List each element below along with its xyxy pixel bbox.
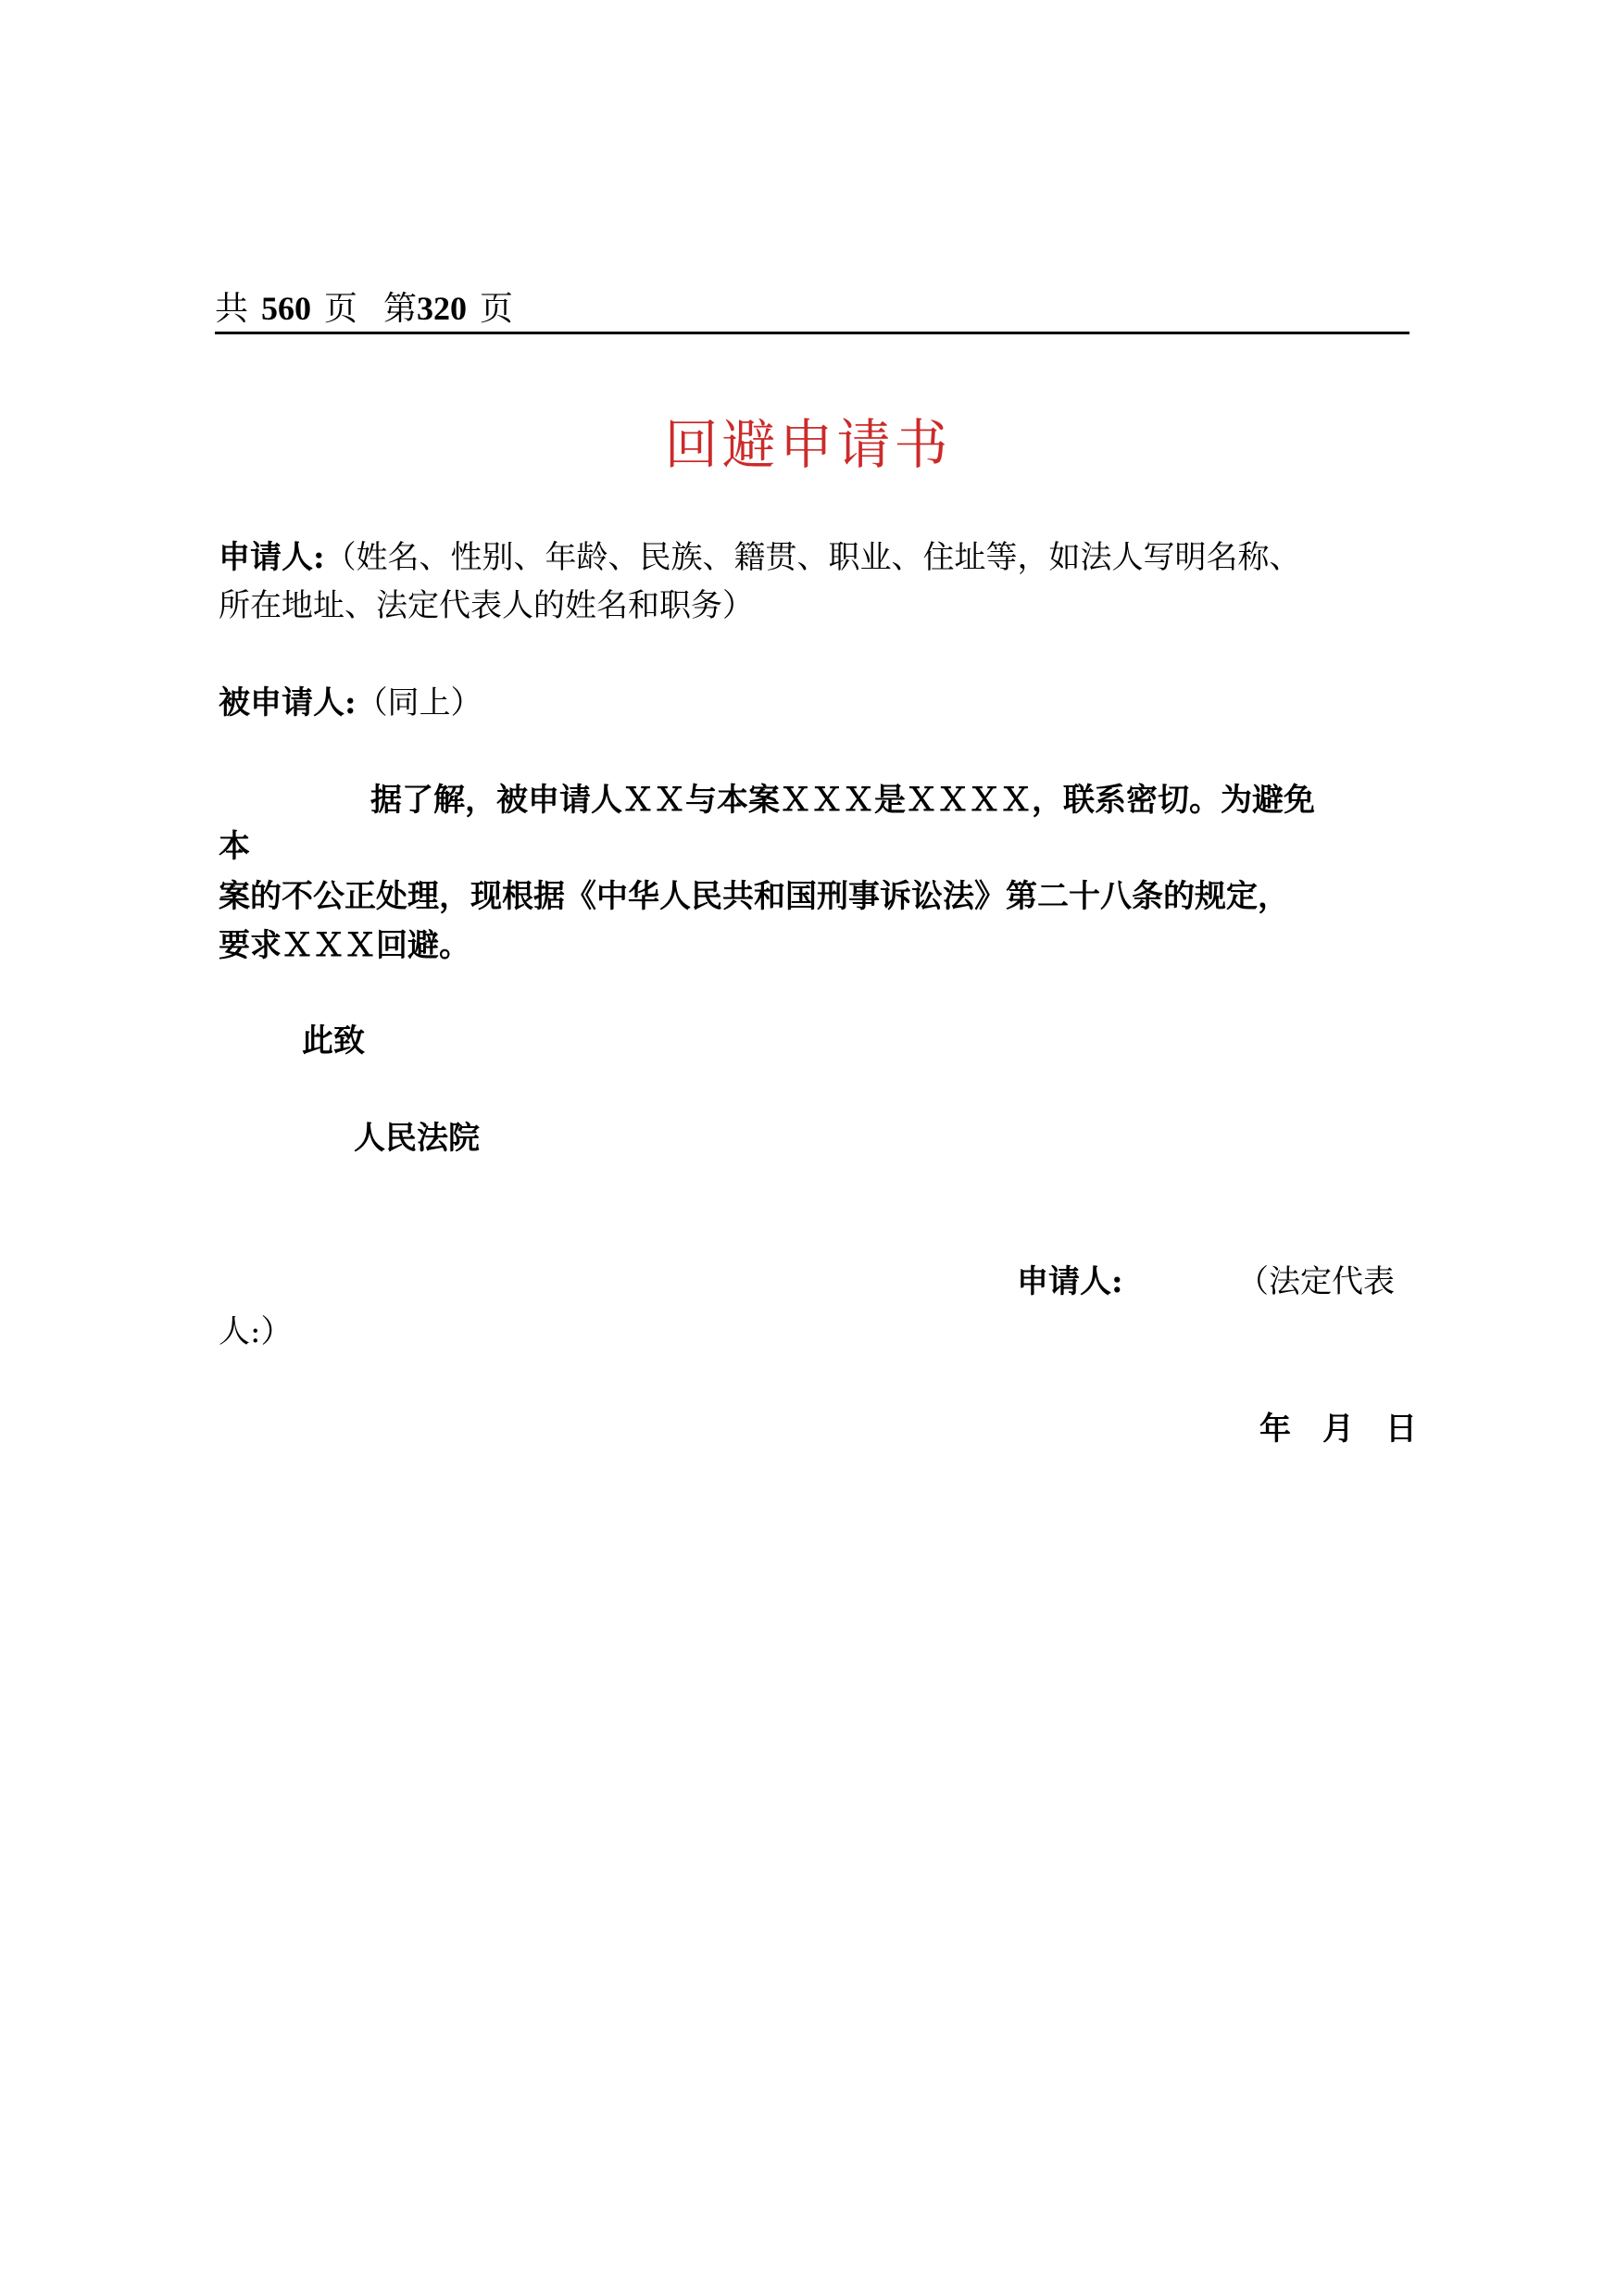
page-header bbox=[215, 285, 1409, 334]
salutation: 此致 bbox=[302, 1023, 365, 1060]
applicant-description-1: （姓名、性别、年龄、民族、籍贯、职业、住址等，如法人写明名称、 bbox=[324, 539, 1301, 576]
total-pages-value: 560 bbox=[261, 290, 312, 327]
total-pages-unit: 页 bbox=[324, 290, 358, 328]
applicant-description-2: 所在地址、法定代表人的姓名和职务） bbox=[219, 587, 754, 624]
body-line-4: 要求ＸＸＸ回避。 bbox=[219, 927, 470, 964]
document-title: 回避申请书 bbox=[664, 413, 952, 476]
applicant-line-1 bbox=[219, 533, 1301, 582]
body-line-3: 案的不公正处理，现根据《中华人民共和国刑事诉讼法》第二十八条的规定， bbox=[219, 878, 1289, 915]
applicant-label: 申请人: bbox=[219, 539, 325, 576]
current-page-unit: 页 bbox=[480, 290, 514, 328]
body-line-2: 本 bbox=[219, 828, 250, 865]
respondent-label: 被申请人: bbox=[219, 684, 357, 721]
respondent-line bbox=[219, 679, 482, 727]
signature-legal-rep-part1: （法定代表 bbox=[1237, 1263, 1395, 1300]
current-page-prefix: 第 bbox=[383, 290, 418, 328]
signature-applicant-label: 申请人: bbox=[1017, 1263, 1123, 1300]
date-line: 年 月 日 bbox=[1259, 1411, 1417, 1448]
signature-legal-rep-part2: 人:） bbox=[219, 1313, 293, 1350]
current-page-value: 320 bbox=[417, 290, 468, 327]
court-name: 人民法院 bbox=[354, 1120, 480, 1157]
respondent-description: （同上） bbox=[356, 684, 482, 721]
body-line-1: 据了解，被申请人ＸＸ与本案ＸＸＸ是ＸＸＸＸ，联系密切。为避免 bbox=[370, 782, 1315, 819]
total-pages-prefix: 共 bbox=[215, 290, 249, 328]
